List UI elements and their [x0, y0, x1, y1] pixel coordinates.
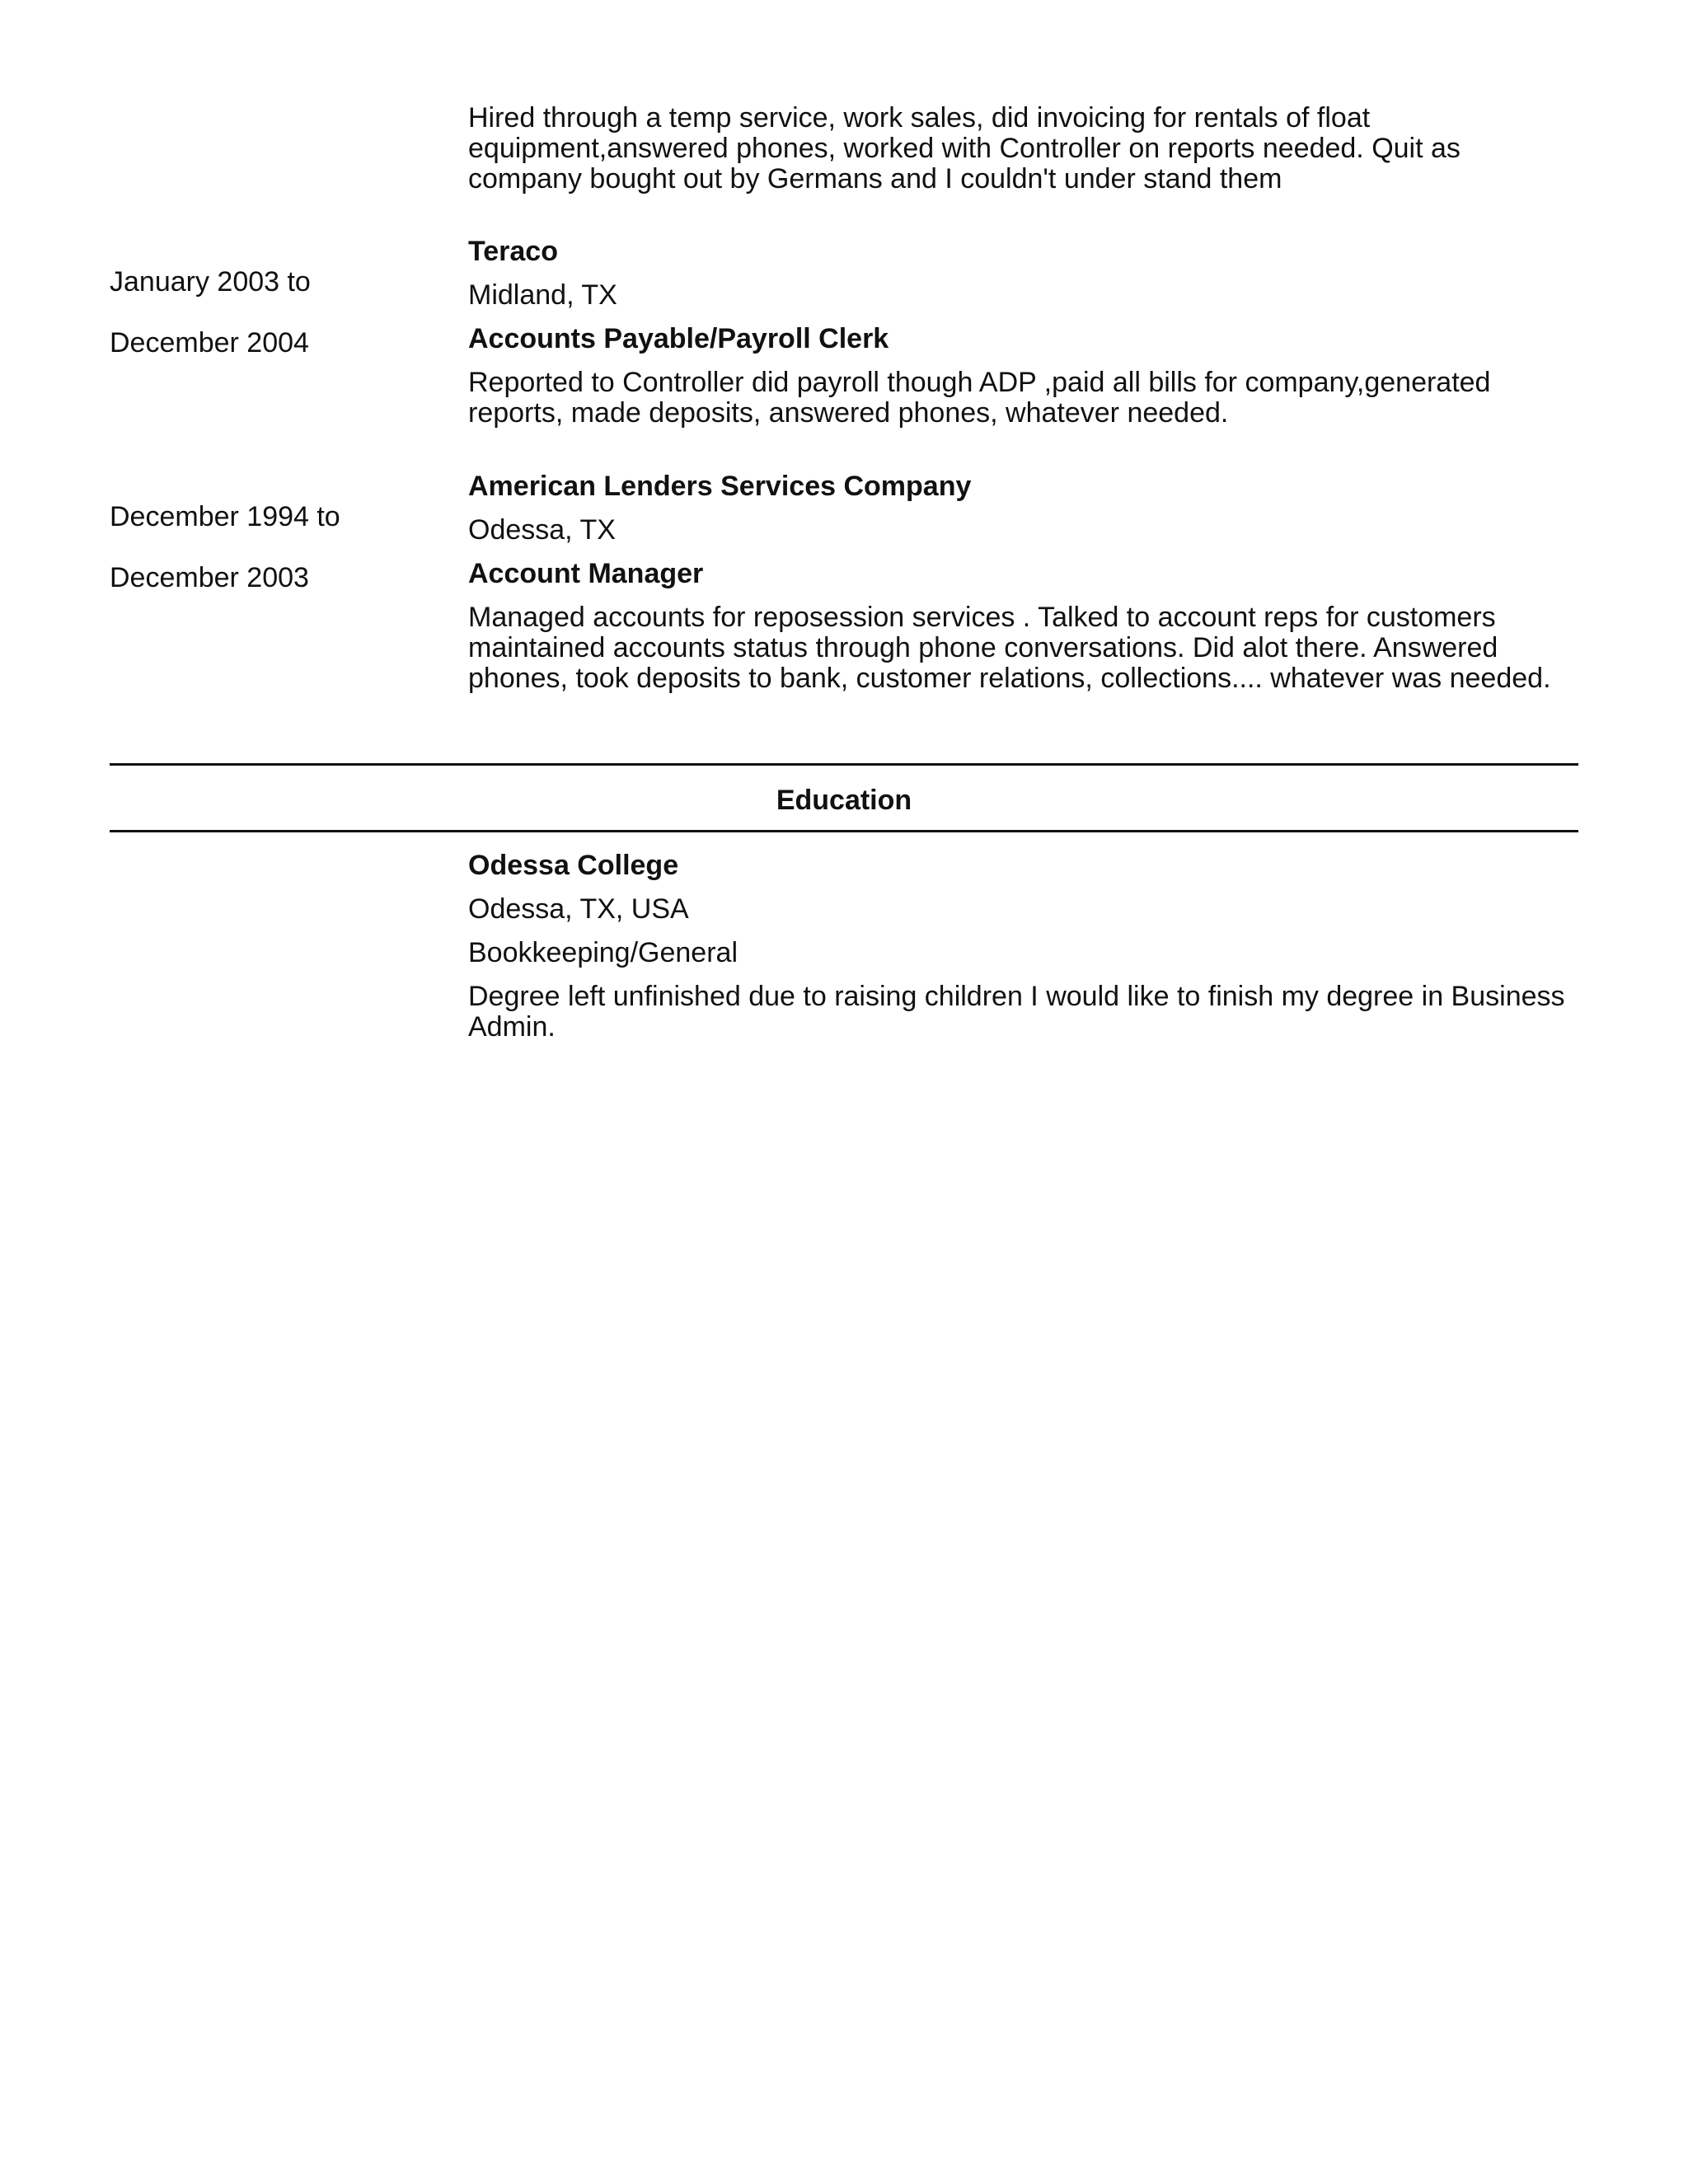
job-dates [110, 237, 439, 389]
job-details [468, 237, 1577, 429]
job-location: Midland, TX [468, 279, 617, 311]
job-date-end: December 2004 [110, 327, 309, 359]
education-location: Odessa, TX, USA [468, 893, 689, 925]
job-details [468, 471, 1577, 694]
job-location: Odessa, TX [468, 514, 616, 546]
education-school: Odessa College [468, 850, 679, 881]
job-description: Hired through a temp service, work sales, did invoicing for rentals of float equipment,answered phones, worked with Controller on reports needed. Quit as company bought out by Germans and I couldn't under stand them [468, 102, 1461, 194]
education-details [468, 851, 1577, 1043]
section-divider-top [110, 763, 1578, 766]
job-company: Teraco [468, 236, 558, 267]
job-date-start: December 1994 to [110, 501, 340, 532]
job-date-end: December 2003 [110, 562, 309, 593]
job-dates [110, 471, 439, 624]
experience-continued-content [468, 103, 1577, 194]
job-title: Account Manager [468, 558, 704, 589]
section-heading-education: Education [776, 785, 912, 816]
education-field: Bookkeeping/General [468, 937, 738, 968]
section-divider-bottom [110, 830, 1578, 832]
job-description: Reported to Controller did payroll though ADP ,paid all bills for company,generated reports, made deposits, answered phones, whatever needed. [468, 367, 1491, 429]
job-date-start: January 2003 to [110, 266, 311, 298]
job-company: American Lenders Services Company [468, 471, 972, 502]
job-description: Managed accounts for reposession services . Talked to account reps for customers maintained accounts status through phone conversations. Did alot there. Answered phones, took deposits to bank, customer relations, collections.... whatever was needed. [468, 602, 1551, 694]
job-title: Accounts Payable/Payroll Clerk [468, 323, 889, 354]
education-description: Degree left unfinished due to raising children I would like to finish my degree in Business Admin. [468, 981, 1565, 1043]
